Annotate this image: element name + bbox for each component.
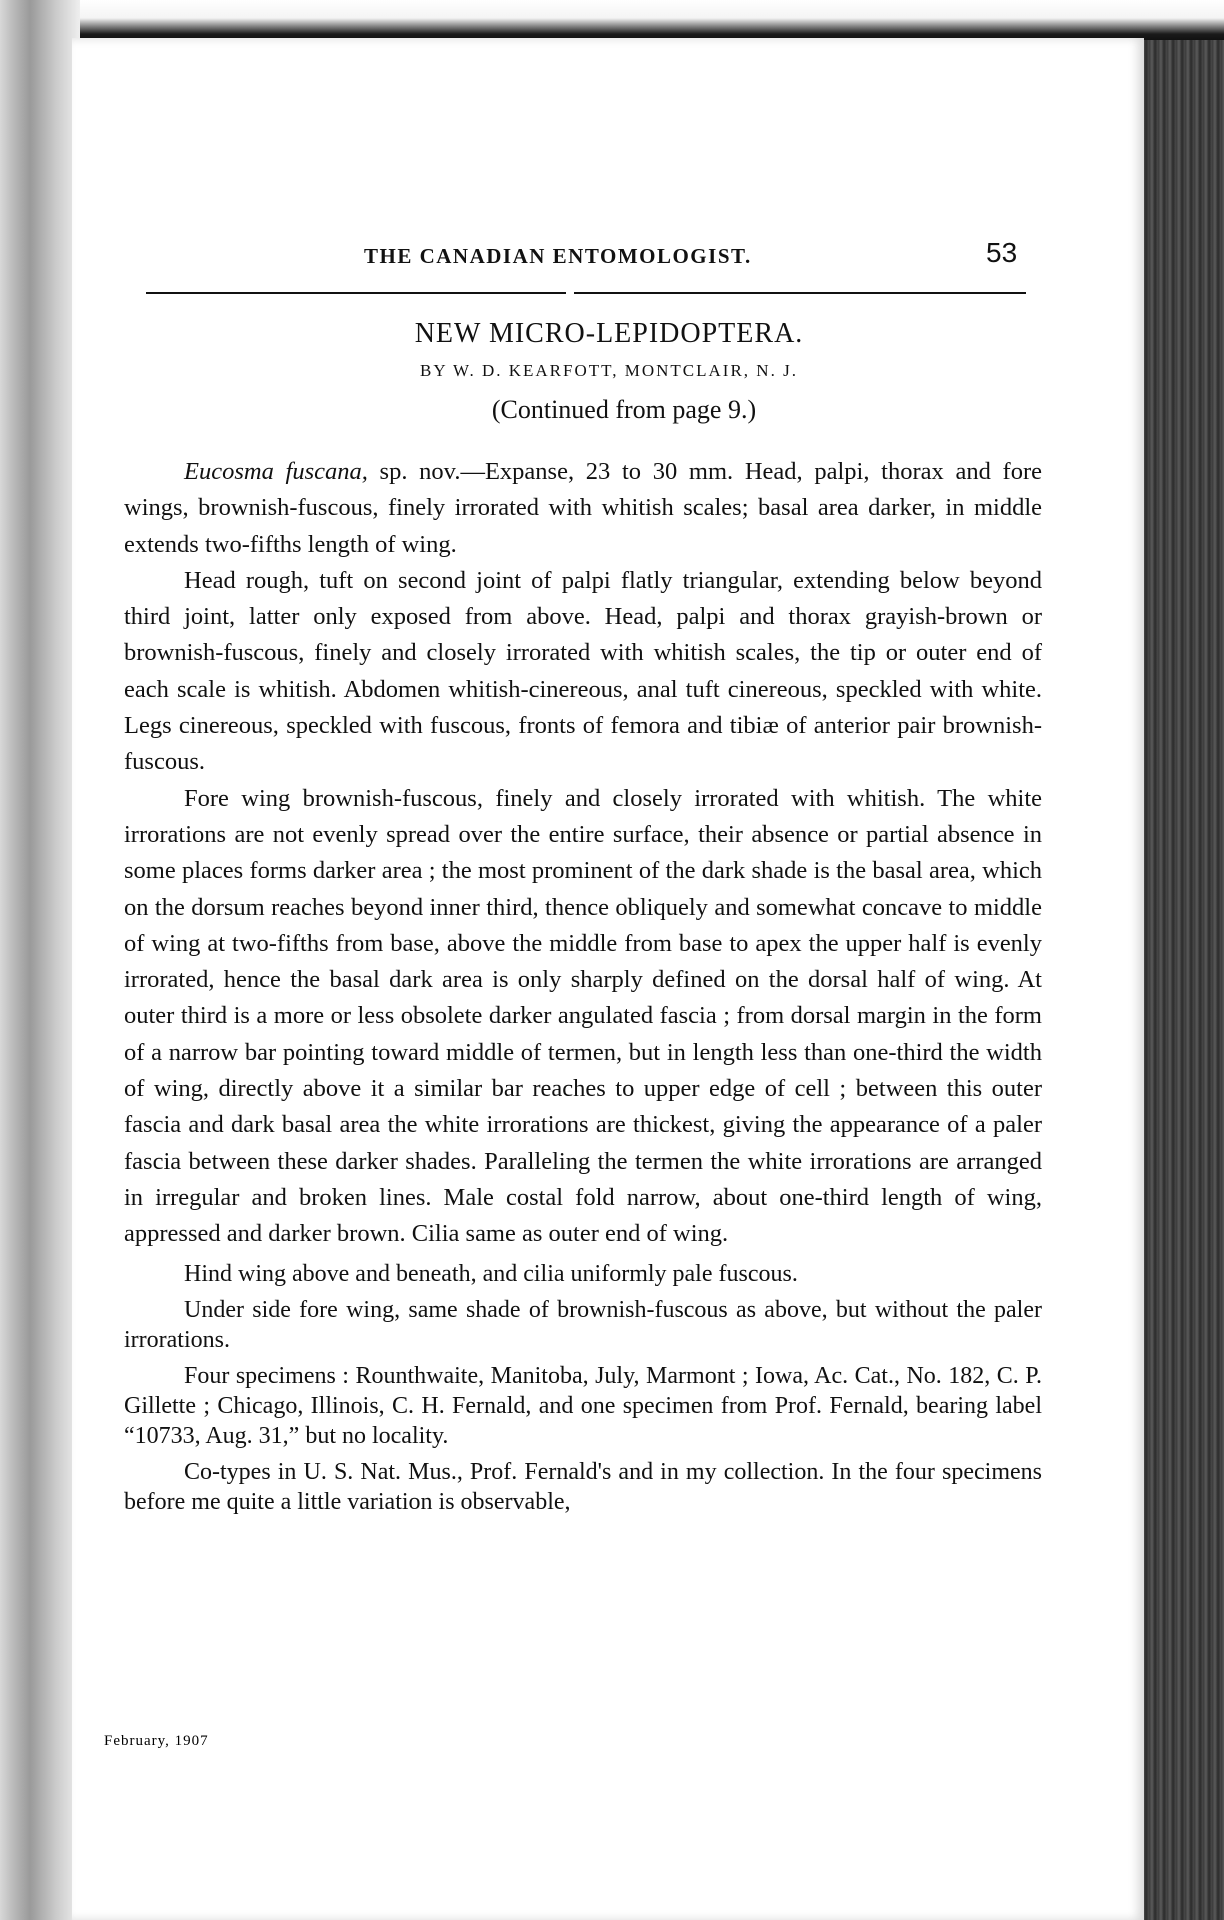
page-edge-stack [1140,40,1224,1920]
paragraph-head: Head rough, tuft on second joint of palpi flatly triangular, extending below beyond third joint, latter only exposed from above. Head, palpi and thorax grayish-brown or brownish-fuscous, finely and closely irrorated with whitish scales, the tip or outer end of each scale is whitish. Abdomen whitish-cinereous, anal tuft cinereous, speckled with white. Legs cinereous, speckled with fuscous, fronts of femora and tibiæ of anterior pair brownish-fuscous. [124,566,1042,776]
journal-page [72,38,1144,1920]
book-spine-shadow [0,0,80,1920]
article-byline: BY W. D. KEARFOTT, MONTCLAIR, N. J. [420,361,798,380]
paragraph-specimens: Four specimens : Rounthwaite, Manitoba, July, Marmont ; Iowa, Ac. Cat., No. 182, C. P. Gillette ; Chicago, Illinois, C. H. Fernald, and one specimen from Prof. Fernald, bearing label “10733, Aug. 31,” but no locality. [124,1362,1042,1449]
header-rule-right [574,292,1026,294]
paragraph-fore-wing: Fore wing brownish-fuscous, finely and closely irrorated with whitish. The white irrorations are not evenly spread over the entire surface, their absence or partial absence in some places forms darker area ; the most prominent of the dark shade is the basal area, which on the dorsum reaches beyond inner third, thence obliquely and somewhat concave to middle of wing at two-fifths from base, above the middle from base to apex the upper half is evenly irrorated, hence the basal dark area is only sharply defined on the dorsal half of wing. At outer third is a more or less obsolete darker angulated fascia ; from dorsal margin in the form of a narrow bar pointing toward middle of termen, but in length less than one-third the width of wing, directly above it a similar bar reaches to upper edge of cell ; between this outer fascia and dark basal area the white irrorations are thickest, giving the appearance of a paler fascia between these darker shades. Paralleling the termen the white irrorations are arranged in irregular and broken lines. Male costal fold narrow, about one-third length of wing, appressed and darker brown. Cilia same as outer end of wing. [124,784,1042,1248]
scan-top-border [0,0,1224,40]
paragraph-under-side: Under side fore wing, same shade of brownish-fuscous as above, but without the paler irrorations. [124,1296,1042,1353]
issue-date: February, 1907 [104,1733,209,1749]
journal-title: THE CANADIAN ENTOMOLOGIST. [364,244,752,268]
article-title: NEW MICRO-LEPIDOPTERA. [414,318,804,349]
paragraph-co-types: Co-types in U. S. Nat. Mus., Prof. Fernald's and in my collection. In the four specimens before me quite a little variation is observable, [124,1458,1042,1515]
article-heading [94,316,1094,426]
paragraph-species-description [124,454,1042,563]
header-rule-left [146,292,566,294]
paragraph-species-text: sp. nov.—Expanse, 23 to 30 mm. Head, palpi, thorax and fore wings, brownish-fuscous, finely irrorated with whitish scales; basal area darker, in middle extends two-fifths length of wing. [124,458,1042,558]
species-name: Eucosma fuscana, [184,458,368,485]
paragraph-hind-wing: Hind wing above and beneath, and cilia uniformly pale fuscous. [184,1260,798,1287]
running-head [94,208,1094,268]
article-body [124,454,1042,1517]
page-number: 53 [986,237,1018,268]
continued-note: (Continued from page 9.) [491,395,757,424]
